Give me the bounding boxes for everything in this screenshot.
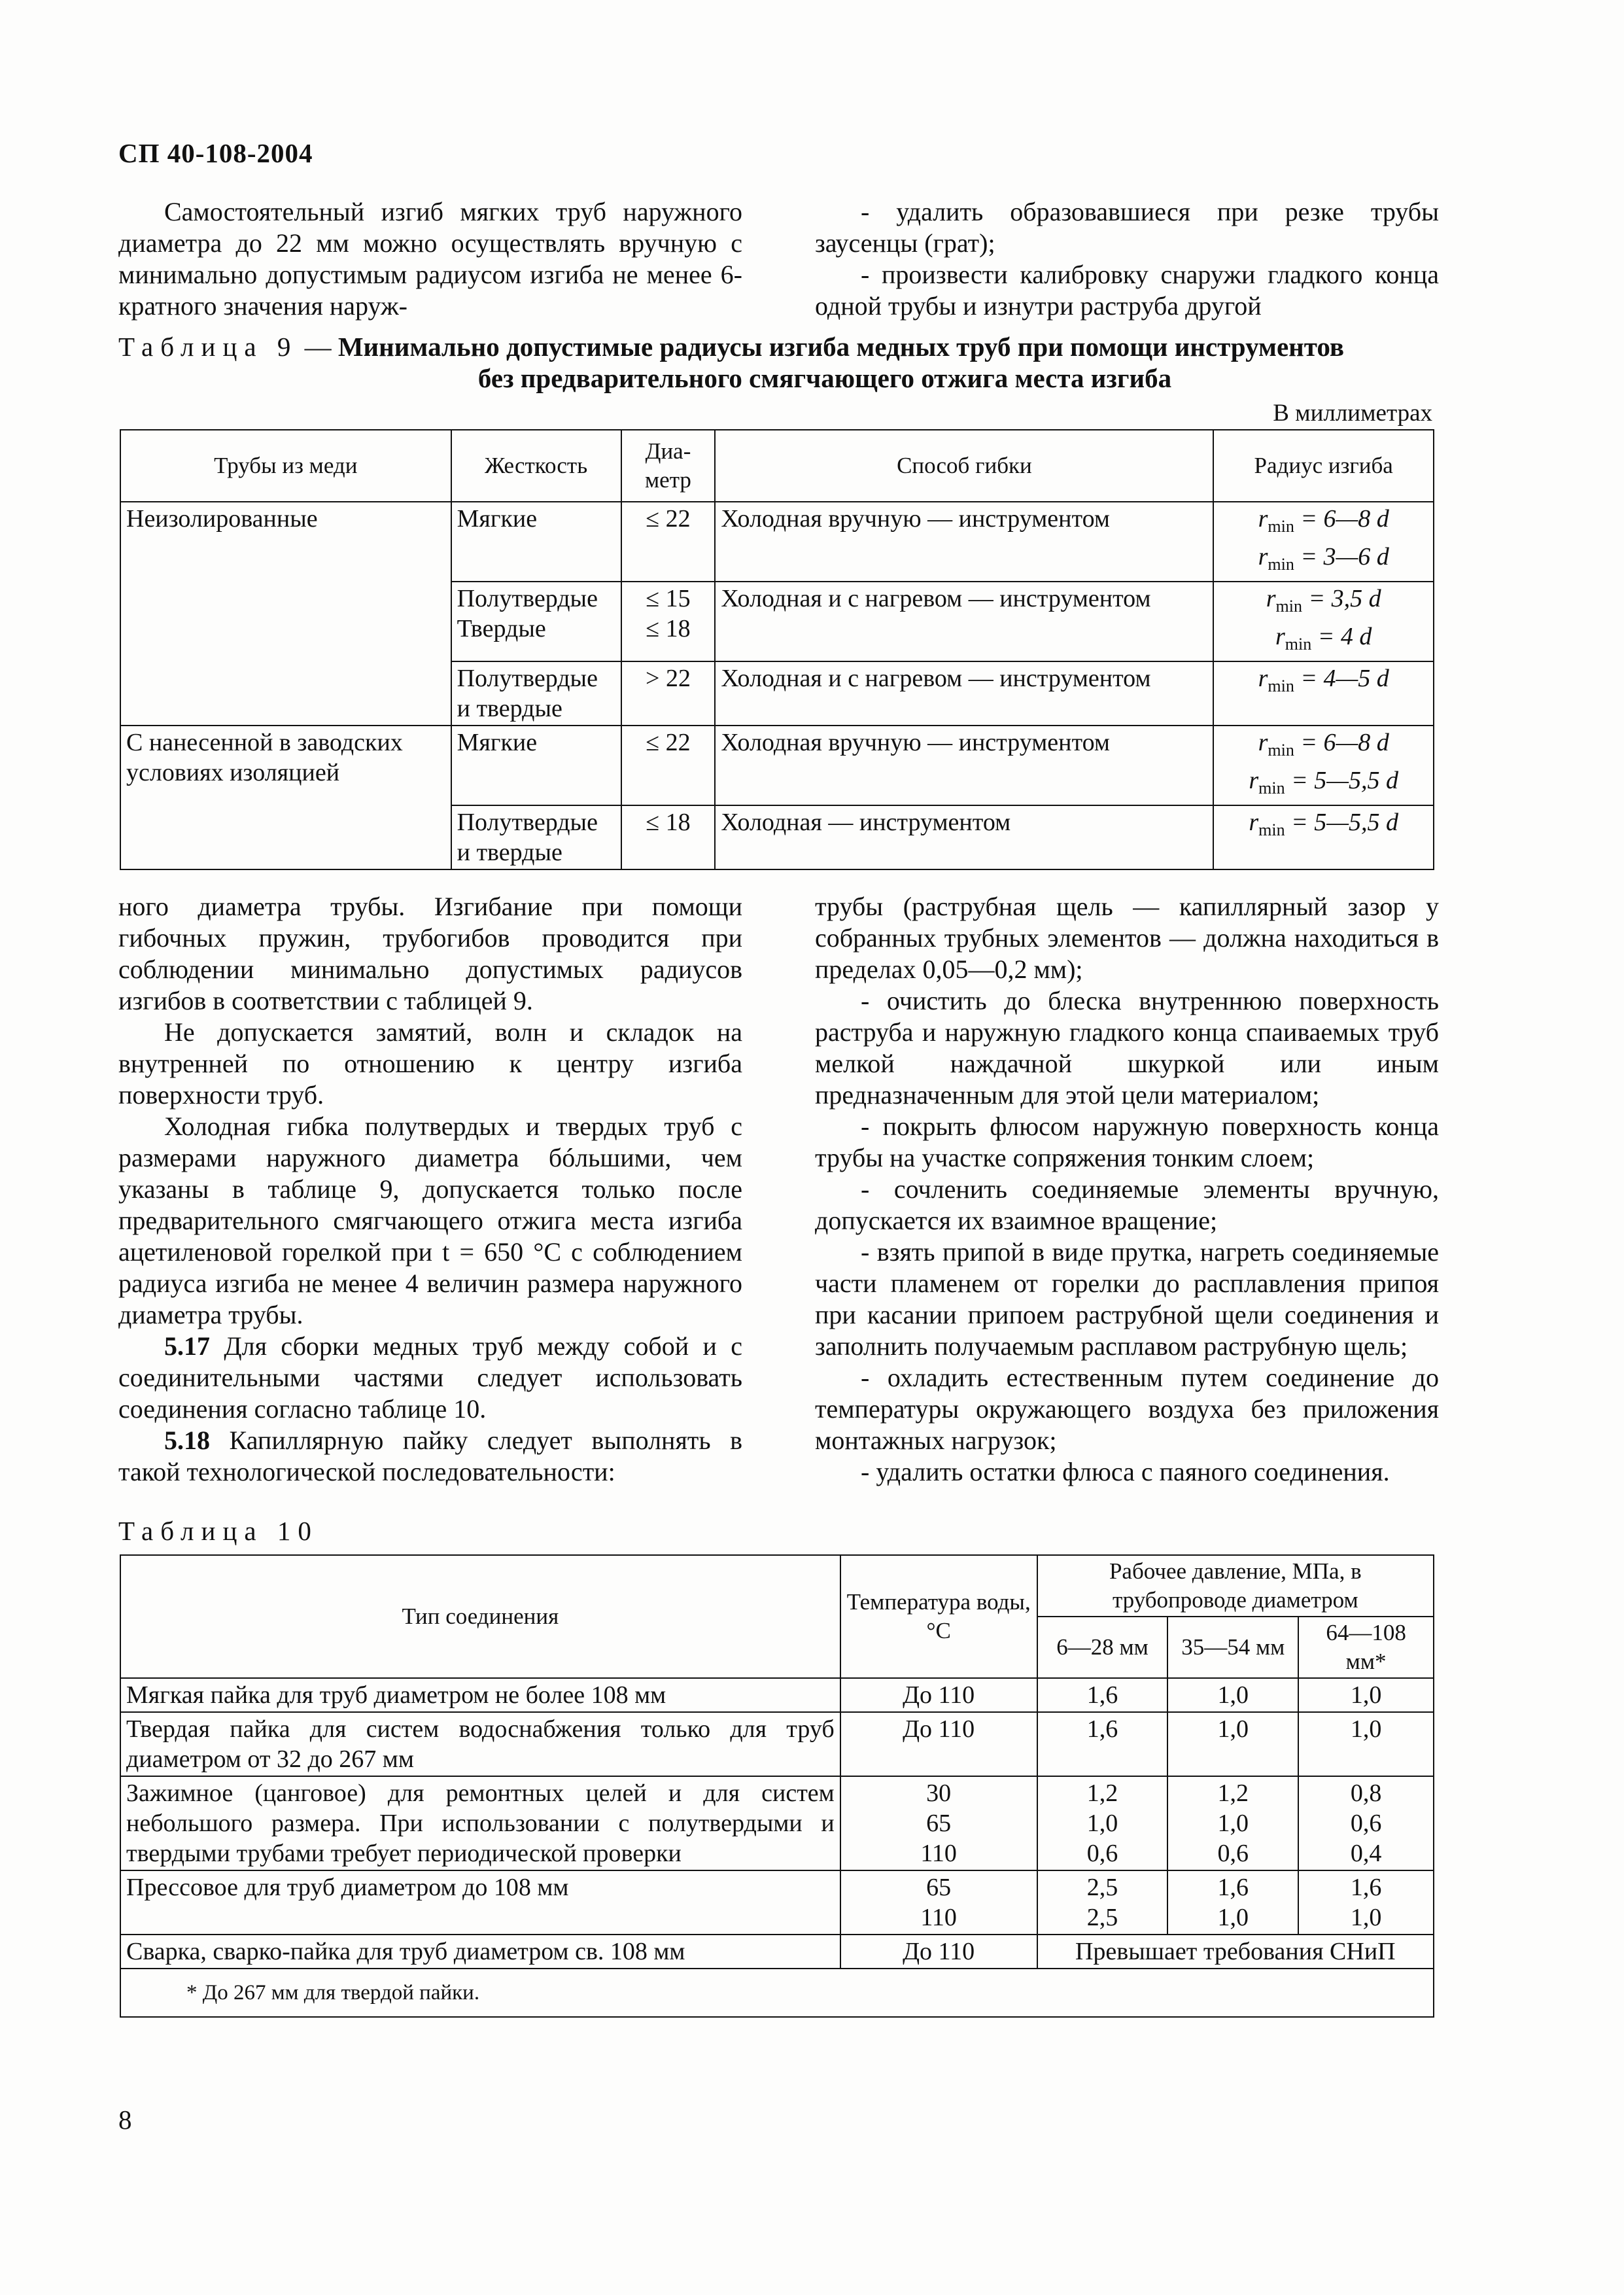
page-number: 8	[118, 2105, 132, 2135]
table-header: Способ гибки	[715, 430, 1213, 502]
table-cell: Холодная вручную — инструментом	[715, 502, 1213, 582]
table-cell: Полутвердые и твердые	[451, 661, 621, 726]
table-footnote-row	[120, 1969, 1434, 2017]
radius-value: $r_{min}$ = 6—8 d	[1258, 505, 1389, 536]
radius-value: $r_{min}$ = 3—6 d	[1258, 543, 1389, 574]
paragraph: трубы (раструбная щель — капиллярный зазор у собранных трубных элементов — должна находиться в пределах 0,05—0,2 мм);	[815, 892, 1439, 984]
table-row	[120, 1776, 1434, 1870]
table9-label: Таблица 9	[118, 332, 298, 362]
radius-value: $r_{min} = 4$ d	[1275, 623, 1372, 654]
table-cell: 30 65 110	[840, 1776, 1037, 1870]
list-item: - покрыть флюсом наружную поверхность конца трубы на участке сопряжения тонким слоем;	[815, 1112, 1439, 1172]
table-row	[120, 805, 1434, 869]
table-header: Температура воды, °С	[840, 1555, 1037, 1678]
radius-value: $r_{min}$ = 4—5 d	[1258, 665, 1389, 695]
table-header: 6—28 мм	[1037, 1617, 1168, 1678]
table9-body	[120, 502, 1434, 869]
table-row	[120, 661, 1434, 726]
paragraph: Не допускается замятий, волн и складок на внутренней по отношению к центру изгиба поверхности труб.	[118, 1017, 742, 1110]
table-row	[120, 1712, 1434, 1776]
table-cell: 1,0	[1298, 1678, 1434, 1712]
table-cell: Неизолированные	[120, 502, 451, 582]
paragraph: Холодная гибка полутвердых и твердых труб с размерами наружного диаметра бóльшими, чем указаны в таблице 9, допускается только после предварительного смягчающего отжига места изгиба ацетиленовой горелкой при t = 650 °С с соблюдением радиуса изгиба не менее 4 величин размера наружного диаметра трубы.	[118, 1112, 742, 1329]
table-cell: Мягкие	[451, 726, 621, 805]
table-row	[120, 1870, 1434, 1935]
table-header: 64—108 мм*	[1298, 1617, 1434, 1678]
table-cell: Холодная вручную — инструментом	[715, 726, 1213, 805]
table-cell: До 110	[840, 1678, 1037, 1712]
table-header: Радиус изгиба	[1213, 430, 1434, 502]
radius-cell	[1213, 502, 1434, 582]
table-header: Рабочее давление, МПа, в трубопроводе диаметром	[1037, 1555, 1434, 1617]
table-cell: 65 110	[840, 1870, 1037, 1935]
table-row	[120, 1678, 1434, 1712]
radius-value: $r_{min}$ = 5—5,5 d	[1249, 809, 1399, 839]
clause-number: 5.18	[164, 1426, 210, 1455]
table-cell: 1,6	[1037, 1678, 1168, 1712]
table-cell: > 22	[621, 661, 716, 726]
table10-label: Таблица 10	[118, 1516, 319, 1546]
table-header: Трубы из меди	[120, 430, 451, 502]
table9-units: В миллиметрах	[1273, 400, 1432, 427]
table-cell: Полутвердые и твердые	[451, 805, 621, 869]
paragraph: ного диаметра трубы. Изгибание при помощи гибочных пружин, трубогибов проводится при соблюдении минимально допустимых радиусов изгибов в соответствии с таблицей 9.	[118, 892, 742, 1015]
table-cell: 0,8 0,6 0,4	[1298, 1776, 1434, 1870]
table-header: Жесткость	[451, 430, 621, 502]
table-cell: Мягкие	[451, 502, 621, 582]
list-item: - очистить до блеска внутреннюю поверхность раструба и наружную гладкого конца спаиваемых труб мелкой наждачной шкуркой или иным предназначенным для этой цели материалом;	[815, 986, 1439, 1110]
table-cell: 1,6 1,0	[1298, 1870, 1434, 1935]
table-cell	[120, 661, 451, 726]
table-cell: Холодная — инструментом	[715, 805, 1213, 869]
table-cell: До 110	[840, 1935, 1037, 1969]
table10	[120, 1554, 1434, 2018]
paragraph: 5.18 Капиллярную пайку следует выполнять в такой технологической последовательности:	[118, 1426, 742, 1486]
top-right-column	[815, 196, 1439, 322]
radius-cell	[1213, 726, 1434, 805]
table-header: 35—54 мм	[1167, 1617, 1298, 1678]
table-cell: Прессовое для труб диаметром до 108 мм	[120, 1870, 840, 1935]
radius-value: $r_{min} = 3,5$ d	[1266, 585, 1381, 616]
table-cell: 2,5 2,5	[1037, 1870, 1168, 1935]
table-cell: Сварка, сварко-пайка для труб диаметром св. 108 мм	[120, 1935, 840, 1969]
table-cell: Зажимное (цанговое) для ремонтных целей и для систем небольшого размера. При использовании с полутвердыми и твердыми трубами требует периодической проверки	[120, 1776, 840, 1870]
table-footnote: * До 267 мм для твердой пайки.	[120, 1969, 1434, 2017]
table-cell: Мягкая пайка для труб диаметром не более 108 мм	[120, 1678, 840, 1712]
table-cell: Твердая пайка для систем водоснабжения только для труб диаметром от 32 до 267 мм	[120, 1712, 840, 1776]
table-cell: 1,6 1,0	[1167, 1870, 1298, 1935]
table9-title-line2: без предварительного смягчающего отжига места изгиба	[477, 363, 1172, 393]
radius-value: $r_{min}$ = 5—5,5 d	[1249, 767, 1399, 797]
table-cell: 1,2 1,0 0,6	[1167, 1776, 1298, 1870]
table-cell	[120, 582, 451, 661]
document-code: СП 40-108-2004	[118, 138, 313, 168]
table-cell: 1,0	[1298, 1712, 1434, 1776]
table-cell: 1,2 1,0 0,6	[1037, 1776, 1168, 1870]
mid-right-column	[815, 891, 1439, 1488]
list-item: - произвести калибровку снаружи гладкого конца одной трубы и изнутри раструба другой	[815, 260, 1439, 321]
table9-caption: Таблица 9 — Минимально допустимые радиусы изгиба медных труб при помощи инструментов без предварительного смягчающего отжига места изгиба	[118, 331, 1433, 394]
mid-left-column	[118, 891, 742, 1488]
table-cell: 1,6	[1037, 1712, 1168, 1776]
paragraph: 5.17 Для сборки медных труб между собой и с соединительными частями следует использовать соединения согласно таблице 10.	[118, 1331, 742, 1424]
table9	[120, 429, 1434, 870]
table-cell: 1,0	[1167, 1712, 1298, 1776]
table-cell: 1,0	[1167, 1678, 1298, 1712]
table-cell: ≤ 15 ≤ 18	[621, 582, 716, 661]
radius-value: $r_{min}$ = 6—8 d	[1258, 729, 1389, 760]
table-row	[120, 726, 1434, 805]
list-item: - сочленить соединяемые элементы вручную, допускается их взаимное вращение;	[815, 1174, 1439, 1235]
table-cell: Превышает требования СНиП	[1037, 1935, 1434, 1969]
list-item: - удалить образовавшиеся при резке трубы заусенцы (грат);	[815, 197, 1439, 258]
table-cell: ≤ 18	[621, 805, 716, 869]
paragraph: Самостоятельный изгиб мягких труб наружного диаметра до 22 мм можно осуществлять вручную с минимально допустимым радиусом изгиба не менее 6-кратного значения наруж-	[118, 197, 742, 321]
list-item: - взять припой в виде прутка, нагреть соединяемые части пламенем от горелки до расплавления припоя при касании припоем раструбной щели соединения и заполнить получаемым расплавом раструбную щель;	[815, 1237, 1439, 1361]
list-item: - удалить остатки флюса с паяного соединения.	[861, 1457, 1390, 1486]
table-cell	[120, 805, 451, 869]
radius-cell	[1213, 805, 1434, 869]
table-cell: До 110	[840, 1712, 1037, 1776]
radius-cell	[1213, 661, 1434, 726]
top-left-column	[118, 196, 742, 322]
table-cell: Полутвердые Твердые	[451, 582, 621, 661]
table-row	[120, 582, 1434, 661]
table-cell: ≤ 22	[621, 726, 716, 805]
table-cell: Холодная и с нагревом — инструментом	[715, 582, 1213, 661]
table-row	[120, 502, 1434, 582]
table-header: Тип соединения	[120, 1555, 840, 1678]
table-cell: С нанесенной в заводских условиях изоляцией	[120, 726, 451, 805]
table10-body	[120, 1678, 1434, 1935]
list-item: - охладить естественным путем соединение до температуры окружающего воздуха без приложения монтажных нагрузок;	[815, 1363, 1439, 1455]
table-row	[120, 1935, 1434, 1969]
table-cell: ≤ 22	[621, 502, 716, 582]
table-cell: Холодная и с нагревом — инструментом	[715, 661, 1213, 726]
radius-cell	[1213, 582, 1434, 661]
table9-title: Минимально допустимые радиусы изгиба медных труб при помощи инструментов	[337, 332, 1344, 362]
table-header: Диа- метр	[621, 430, 716, 502]
clause-number: 5.17	[164, 1331, 210, 1361]
